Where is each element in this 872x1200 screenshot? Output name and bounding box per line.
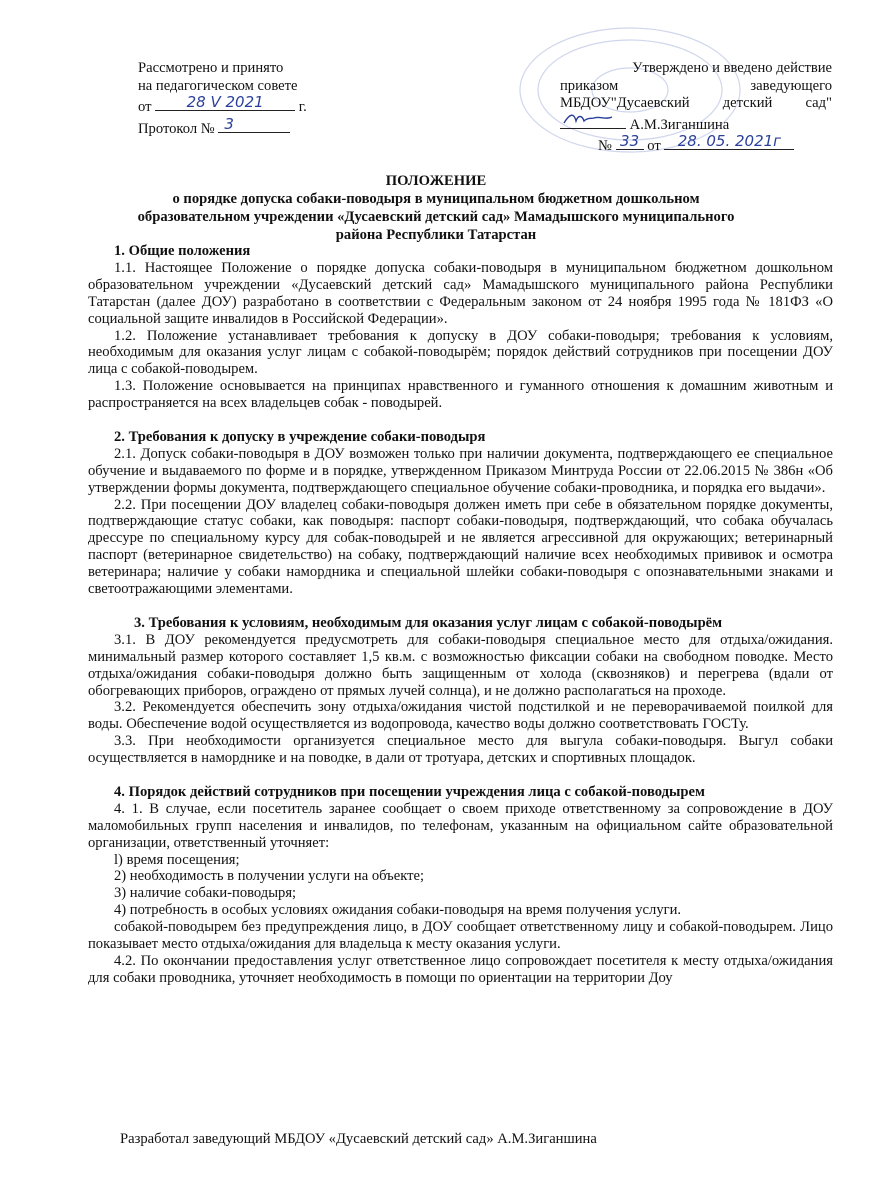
approval-block-left xyxy=(138,60,358,138)
signer-line: А.М.Зиганшина xyxy=(560,113,832,135)
order-line: приказом заведующего xyxy=(560,77,832,94)
protocol-number-field: 3 xyxy=(218,117,290,133)
council-date-field: 28 V 2021 xyxy=(155,95,295,111)
order-date-field: 28. 05. 2021г xyxy=(664,134,794,150)
list-item: 2) необходимость в получении услуги на объекте; xyxy=(114,868,425,885)
doc-subtitle-2: образовательном учреждении «Дусаевский детский сад» Мамадышского муниципального xyxy=(137,209,735,225)
paragraph-3-2: 3.2. Рекомендуется обеспечить зону отдыха/ожидания чистой подстилкой и не переворачиваемой поилкой для воды. Обеспечение водой осуществляется из водопровода, качество воды должно соответствовать ГОСТу. xyxy=(88,699,833,733)
approved-line: Утверждено и введено действие xyxy=(632,60,832,76)
institution-line: МБДОУ"Дусаевский детский сад" xyxy=(560,95,832,111)
section-3-heading: 3. Требования к условиям, необходимым для оказания услуг лицам с собакой-поводырём xyxy=(134,614,723,631)
section-2-heading: 2. Требования к допуску в учреждение собаки-поводыря xyxy=(114,428,486,445)
paragraph-1-2: 1.2. Положение устанавливает требования к допуску в ДОУ собаки-поводыря; требования к условиям, необходимым для оказания услуг лицам с собакой-поводырём; порядок действий сотрудников при посещении ДОУ лица с собакой-поводырем. xyxy=(88,327,833,378)
paragraph-4-unannounced: собакой-поводырем без предупреждения лицо, в ДОУ сообщает ответственному лицу и собакой-поводырем. Лицо показывает место отдыха/ожидания для владельца к месту оказания услуги. xyxy=(88,919,833,953)
paragraph-4-1: 4. 1. В случае, если посетитель заранее сообщает о своем приходе ответственному за сопровождение в ДОУ маломобильных групп населения и инвалидов, по телефонам, указанным на официальном сайте образовательной организации, ответственный уточняет: xyxy=(88,800,833,851)
order-number-line: № 33 от 28. 05. 2021г xyxy=(560,134,832,156)
list-item: 3) наличие собаки-поводыря; xyxy=(114,885,297,902)
date-line: от 28 V 2021 г. xyxy=(138,93,307,115)
section-4-heading: 4. Порядок действий сотрудников при посещении учреждения лица с собакой-поводырем xyxy=(114,783,705,800)
paragraph-1-3: 1.3. Положение основывается на принципах нравственного и гуманного отношения к домашним животным и распространяется на всех владельцев собак - поводырей. xyxy=(88,378,833,412)
signature xyxy=(560,113,626,129)
paragraph-3-1: 3.1. В ДОУ рекомендуется предусмотреть для собаки-поводыря специальное место для отдыха/ожидания. минимальный размер которого составляет 1,5 кв.м. с возможностью фиксации собаки на свободном поводке. Место отдыха/ожидания собаки-поводыря должно быть защищенным от холода (сквозняков) и перегрева (вдали от обогревающих приборов, ограждено от прямых лучей солнца), и не должно располагаться на проходе. xyxy=(88,631,833,699)
order-number-field: 33 xyxy=(616,134,644,150)
paragraph-2-2: 2.2. При посещении ДОУ владелец собаки-поводыря должен иметь при себе в обязательном порядке документы, подтверждающие статус собаки, как поводыря: паспорт собаки-поводыря, подтверждающий, что собака обучалась дрессуре по специальному курсу для собак-поводырей и не является агрессивной для окружающих; ветеринарный паспорт (ветеринарное свидетельство) на собаку, подтверждающий наличие всех необходимых прививок и осмотра ветеринара; наличие у собаки намордника и специальной шлейки собаки-поводыря с опознавательными знаками и светоотражающими элементами. xyxy=(88,496,833,598)
section-1-heading: 1. Общие положения xyxy=(114,243,251,259)
approval-block-right xyxy=(560,60,832,156)
list-item: 4) потребность в особых условиях ожидания собаки-поводыря на время получения услуги. xyxy=(114,902,682,919)
considered-line: Рассмотрено и принято xyxy=(138,60,284,76)
doc-title: ПОЛОЖЕНИЕ xyxy=(385,173,487,189)
doc-subtitle-3: района Республики Татарстан xyxy=(335,227,537,243)
paragraph-4-2: 4.2. По окончании предоставления услуг ответственное лицо сопровождает посетителя к месту отдыха/ожидания для собаки проводника, уточняет необходимость в помощи по ориентации на территории Доу xyxy=(88,953,833,986)
document-body xyxy=(88,243,833,987)
paragraph-2-1: 2.1. Допуск собаки-поводыря в ДОУ возможен только при наличии документа, подтверждающего ее специальное обучение и выдаваемого по форме и в порядке, утвержденном Приказом Минтруда России от 22.06.2015 № 386н «Об утверждении формы документа, подтверждающего специальное обучение собаки-проводника, и порядка его выдачи». xyxy=(88,445,833,496)
list-item: l) время посещения; xyxy=(114,851,240,868)
paragraph-1-1: 1.1. Настоящее Положение о порядке допуска собаки-поводыря в муниципальном бюджетном дошкольном образовательном учреждении «Дусаевский детский сад» Мамадышского муниципального района Республики Татарстан (далее ДОУ) разработано в соответствии с Федеральным законом от 24 ноября 1995 года № 181ФЗ «О социальной защите инвалидов в Российской Федерации». xyxy=(88,259,833,327)
doc-subtitle-1: о порядке допуска собаки-поводыря в муниципальном бюджетном дошкольном xyxy=(172,191,700,207)
signature-icon xyxy=(560,111,626,127)
footer-author: Разработал заведующий МБДОУ «Дусаевский детский сад» А.М.Зиганшина xyxy=(120,1131,597,1147)
protocol-line: Протокол № 3 xyxy=(138,117,358,139)
paragraph-3-3: 3.3. При необходимости организуется специальное место для выгула собаки-поводыря. Выгул собаки осуществляется в наморднике и на поводке, в дали от тротуара, детских и спортивных площадок. xyxy=(88,733,833,767)
council-line: на педагогическом совете xyxy=(138,77,298,94)
